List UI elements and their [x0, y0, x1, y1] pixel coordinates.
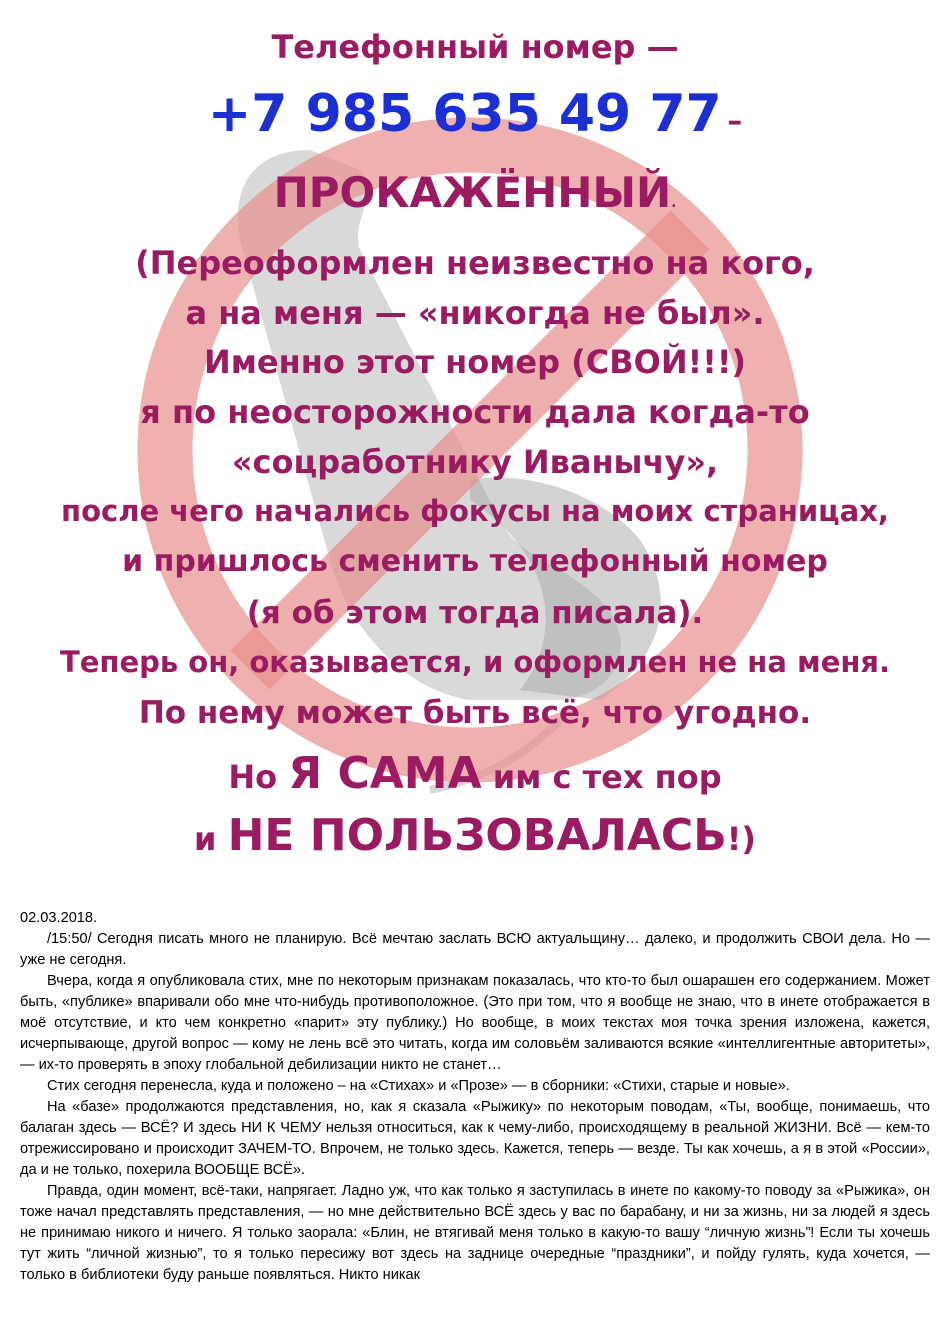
article-paragraph: Стих сегодня перенесла, куда и положено – на «Стихах» и «Прозе» — в сборники: «Стихи, старые и новые».	[47, 1078, 790, 1094]
line-a-emphasis: Я САМА	[288, 748, 482, 799]
poster-line: (я об этом тогда писала).	[246, 595, 704, 631]
poster-line-i-myself	[0, 748, 950, 799]
poster-line: Теперь он, оказывается, и оформлен не на меня.	[59, 645, 891, 679]
status-line	[0, 168, 950, 217]
article-body	[20, 908, 930, 1286]
poster-line: после чего начались фокусы на моих страницах,	[61, 494, 889, 528]
poster-line: Именно этот номер (СВОЙ!!!)	[203, 343, 747, 381]
article-date: 02.03.2018.	[20, 910, 98, 926]
poster-line: я по неосторожности дала когда-то	[140, 393, 810, 431]
line-b-emphasis: НЕ ПОЛЬЗОВАЛАСЬ	[227, 810, 727, 861]
poster-line-did-not-use	[0, 810, 950, 861]
article-paragraph: Правда, один момент, всё-таки, напрягает. Ладно уж, что как только я заступилась в инете по какому-то поводу за «Рыжика», он тоже начал представлять представления, — но мне действительно ВСЁ здесь у вас по барабану, и ни за жизнь, ни за людей я здесь не принимаю никого и ничего. Я только заорала: «Блин, не втягивай меня только в какую-то вашу “личную жизнь”! Если ты хочешь тут жить “личной жизнью”, то я только пересижу вот здесь на заднице очередные “праздники”, и пойду гулять, куда хочется, — только в библиотеки буду раньше появляться. Никто никак	[20, 1183, 930, 1283]
status-period: .	[671, 195, 677, 211]
poster-line: (Переоформлен неизвестно на кого,	[135, 244, 815, 282]
line-a-prefix: Но	[228, 758, 289, 796]
line-a-suffix: им с тех пор	[481, 758, 722, 796]
article-paragraph: На «базе» продолжаются представления, но, как я сказала «Рыжику» по некоторым поводам, «Ты, вообще, понимаешь, что балаган здесь — ВСЁ? И здесь НИ К ЧЕМУ нельзя относиться, как к чему-либо, происходящему в реальной ЖИЗНИ. Всё — кем-то отрежиссировано и происходит ЗАЧЕМ-ТО. Впрочем, не только здесь. Кажется, теперь — везде. Ты как хочешь, а я в этой «России», да и не только, похерила ВООБЩЕ ВСЁ».	[20, 1099, 930, 1178]
poster-line: «соцработнику Иванычу»,	[231, 443, 719, 481]
poster-line: и пришлось сменить телефонный номер	[122, 544, 828, 579]
phone-dash: –	[727, 104, 743, 139]
poster-line: а на меня — «никогда не был».	[185, 294, 765, 332]
phone-number-line	[0, 84, 950, 144]
line-b-suffix: !)	[726, 820, 756, 858]
phone-number: +7 985 635 49 77	[207, 84, 722, 144]
status-word: ПРОКАЖЁННЫЙ	[273, 168, 672, 217]
poster-title: Телефонный номер —	[271, 28, 679, 66]
line-b-prefix: и	[194, 820, 228, 858]
article-paragraph: /15:50/ Сегодня писать много не планирую. Всё мечтаю заслать ВСЮ актуальщину… далеко, и продолжить СВОИ дела. Но — уже не сегодня.	[20, 931, 930, 968]
poster-line: По нему может быть всё, что угодно.	[138, 695, 812, 731]
article-paragraph: Вчера, когда я опубликовала стих, мне по некоторым признакам показалась, что кто-то был ошарашен его содержанием. Может быть, «публике» впаривали обо мне что-нибудь противоположное. (Это при том, что я вообще не знаю, что в инете отображается в моё отсутствие, и кто чем конкретно «парит» эту публику.) Но вообще, в моих текстах моя точка зрения изложена, кажется, исчерпывающе, другой вопрос — кому не лень всё это читать, когда им соловьём заливаются всякие «интеллигентные авторитеты», — их-то проверять в эпоху глобальной дебилизации никто не станет…	[20, 973, 930, 1073]
